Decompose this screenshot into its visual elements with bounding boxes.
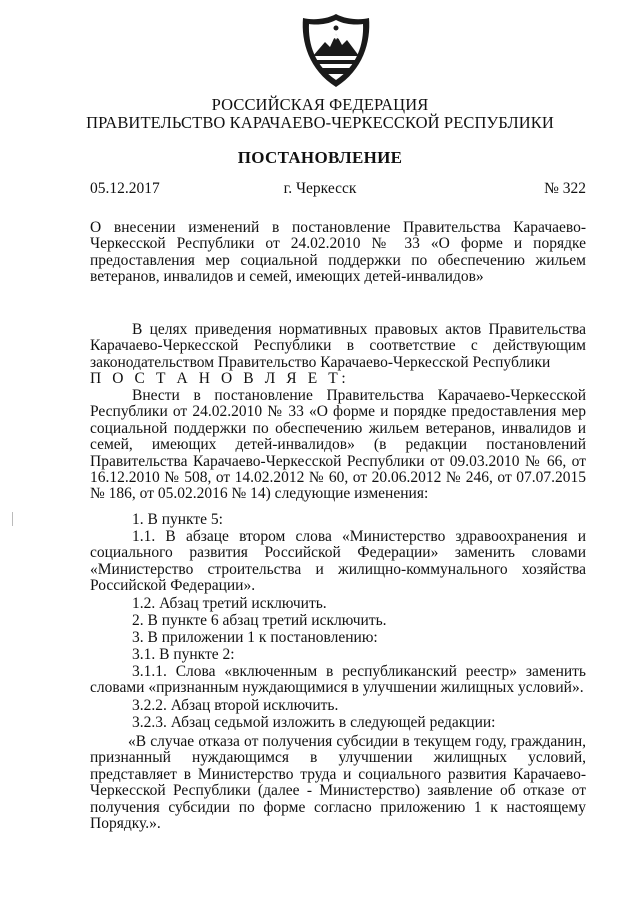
item-3: 3. В приложении 1 к постановлению: [132, 629, 378, 646]
document-number: № 322 [544, 180, 586, 197]
coat-of-arms-icon [297, 12, 375, 90]
item-1-2: 1.2. Абзац третий исключить. [132, 595, 327, 612]
document-subject: О внесении изменений в постановление Правительства Карачаево-Черкесской Республики от 24.02.2010 № 33 «О форме и порядке предоставления мер социальной поддержки по обеспечению жильем ветеранов, инвалидов и семей, имеющих детей-инвалидов» [90, 219, 586, 286]
document-city: г. Черкесск [283, 180, 357, 197]
amendment-intro: Внести в постановление Правительства Карачаево-Черкесской Республики от 24.02.2010 № 33 «О форме и порядке предоставления мер социальной поддержки по обеспечению жильем ветеранов, инвалидов и семей, имеющих детей-инвалидов» (в редакции постановлений Правительства Карачаево-Черкесской Республики от 09.03.2010 № 66, от 16.12.2010 № 508, от 14.02.2012 № 60, от 20.06.2012 № 246, от 07.07.2015 № 186, от 05.02.2016 № 14) следующие изменения: [90, 387, 586, 503]
preamble-paragraph: В целях приведения нормативных правовых актов Правительства Карачаево-Черкесской Республики в соответствие с действующим законодательством Правительство Карачаево-Черкесской Республики [90, 321, 586, 371]
item-2: 2. В пункте 6 абзац третий исключить. [132, 612, 387, 629]
document-date: 05.12.2017 [90, 180, 160, 197]
item-1: 1. В пункте 5: [132, 511, 223, 528]
item-1-1: 1.1. В абзаце втором слова «Министерство здравоохранения и социального развития Российской Федерации» заменить словами «Министерство строительства и жилищно-коммунального хозяйства Российской Федерации». [90, 528, 586, 595]
country-heading: РОССИЙСКАЯ ФЕДЕРАЦИЯ [211, 95, 429, 114]
item-3-1: 3.1. В пункте 2: [132, 646, 235, 663]
resolves-line: П О С Т А Н О В Л Я Е Т: [90, 370, 350, 387]
item-3-2-2: 3.2.2. Абзац второй исключить. [132, 697, 339, 714]
quoted-amendment: «В случае отказа от получения субсидии в текущем году, гражданин, признанный нуждающимся в улучшении жилищных условий, представляет в Министерство труда и социального развития Карачаево-Черкесской Республики (далее - Министерство) заявление об отказе от получения субсидии по форме согласно приложению 1 к настоящему Порядку.». [90, 733, 586, 833]
document-type-title: ПОСТАНОВЛЕНИЕ [237, 148, 403, 167]
item-3-1-1: 3.1.1. Слова «включенным в республиканский реестр» заменить словами «признанным нуждающимися в улучшении жилищных условий». [90, 663, 586, 697]
margin-mark [12, 512, 13, 526]
item-3-2-3: 3.2.3. Абзац седьмой изложить в следующей редакции: [132, 714, 496, 731]
government-heading: ПРАВИТЕЛЬСТВО КАРАЧАЕВО-ЧЕРКЕССКОЙ РЕСПУБЛИКИ [86, 113, 554, 132]
